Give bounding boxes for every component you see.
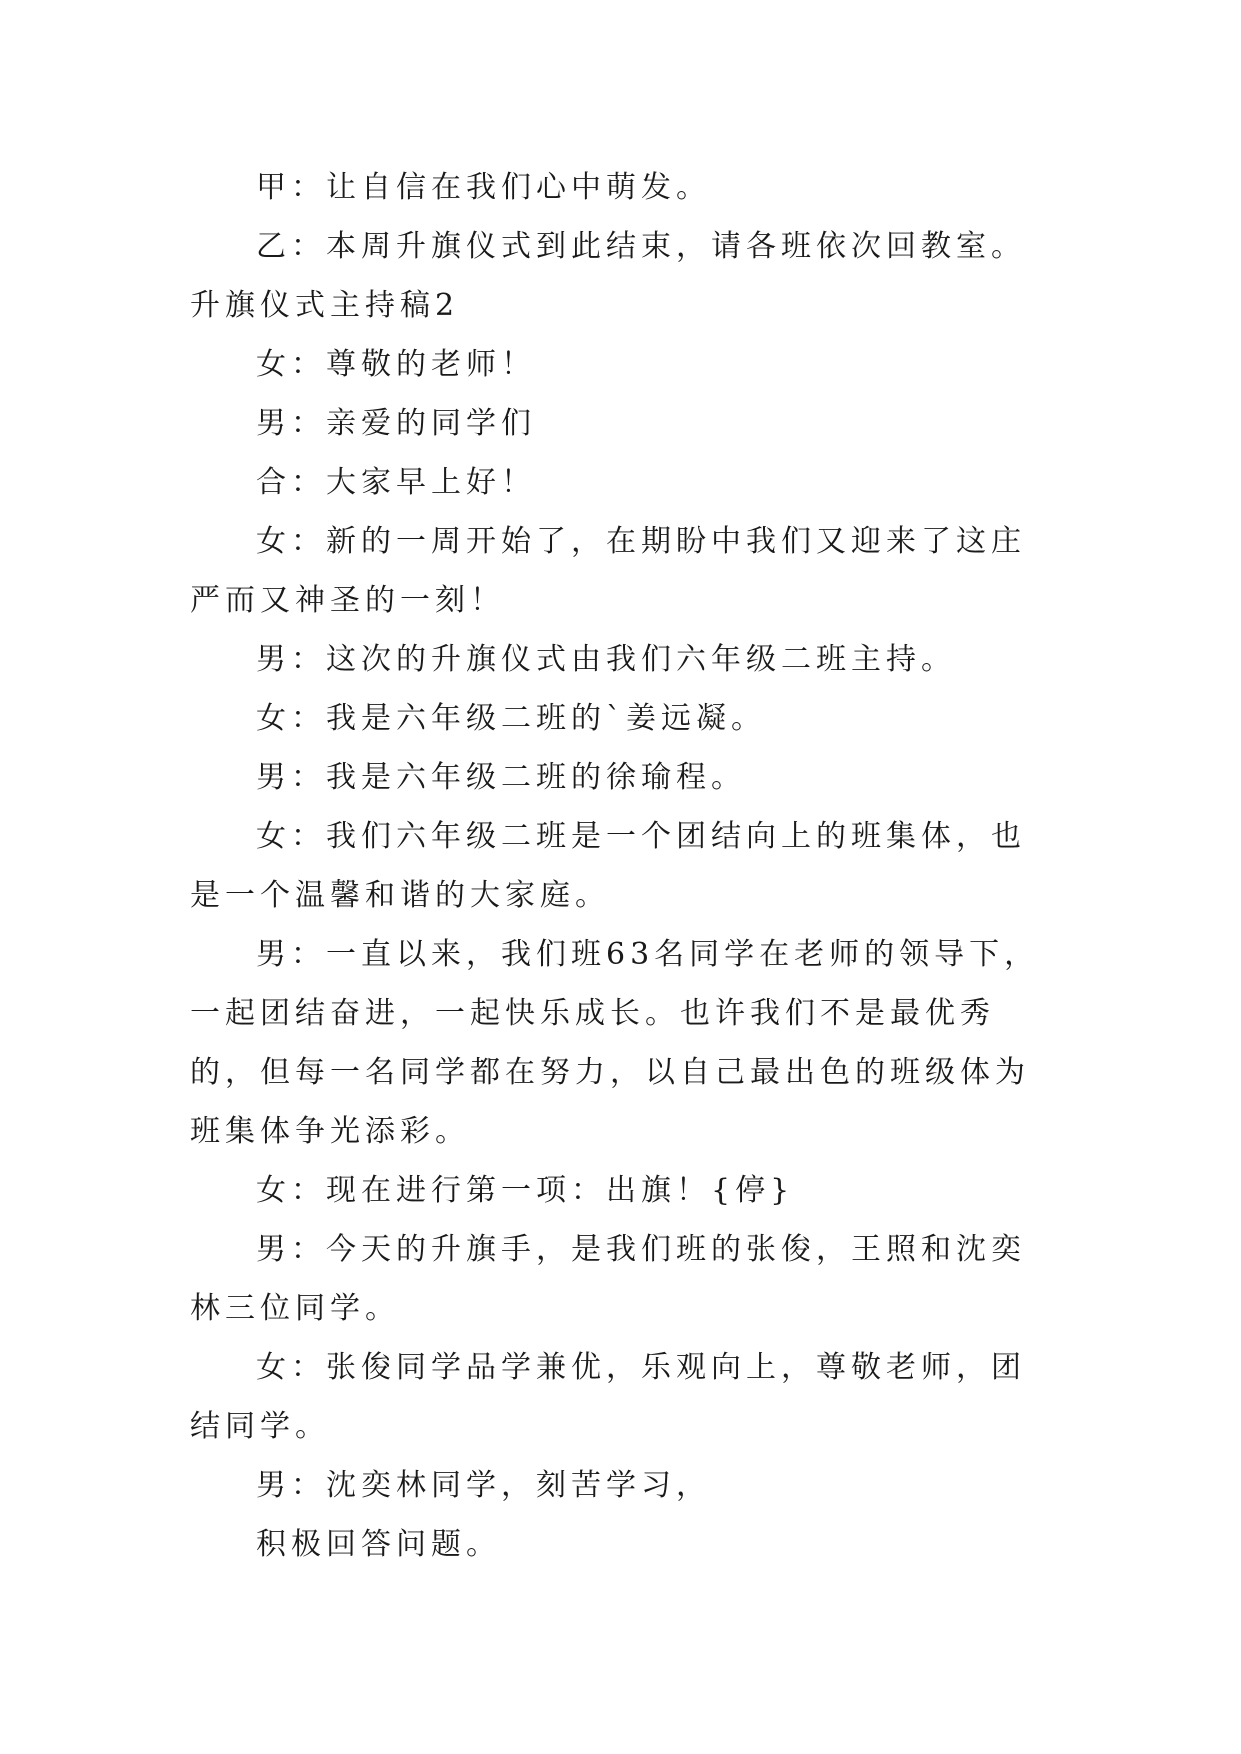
paragraph: 女：张俊同学品学兼优，乐观向上，尊敬老师，团结同学。	[190, 1350, 1026, 1444]
document-body	[190, 158, 1050, 1574]
paragraph: 女：我是六年级二班的`姜远凝。	[256, 701, 766, 736]
paragraph: 女：我们六年级二班是一个团结向上的班集体，也是一个温馨和谐的大家庭。	[190, 819, 1026, 913]
paragraph: 男：亲爱的同学们	[256, 406, 536, 441]
paragraph: 女：现在进行第一项：出旗！{停}	[256, 1173, 795, 1208]
paragraph: 合：大家早上好！	[256, 465, 536, 500]
paragraph: 男：我是六年级二班的徐瑜程。	[256, 760, 746, 795]
paragraph: 女：新的一周开始了，在期盼中我们又迎来了这庄严而又神圣的一刻！	[190, 524, 1026, 618]
paragraph: 男：一直以来，我们班63名同学在老师的领导下，一起团结奋进，一起快乐成长。也许我们不是最优秀的，但每一名同学都在努力，以自己最出色的班级体为班集体争光添彩。	[190, 937, 1040, 1149]
paragraph: 男：今天的升旗手，是我们班的张俊，王照和沈奕林三位同学。	[190, 1232, 1026, 1326]
paragraph: 乙：本周升旗仪式到此结束，请各班依次回教室。	[256, 229, 1026, 264]
paragraph: 男：沈奕林同学，刻苦学习，	[256, 1468, 711, 1503]
paragraph: 男：这次的升旗仪式由我们六年级二班主持。	[256, 642, 956, 677]
paragraph: 甲：让自信在我们心中萌发。	[256, 170, 711, 205]
paragraph-continuation: 积极回答问题。	[256, 1527, 501, 1562]
section-heading: 升旗仪式主持稿2	[190, 288, 460, 323]
paragraph: 女：尊敬的老师！	[256, 347, 536, 382]
